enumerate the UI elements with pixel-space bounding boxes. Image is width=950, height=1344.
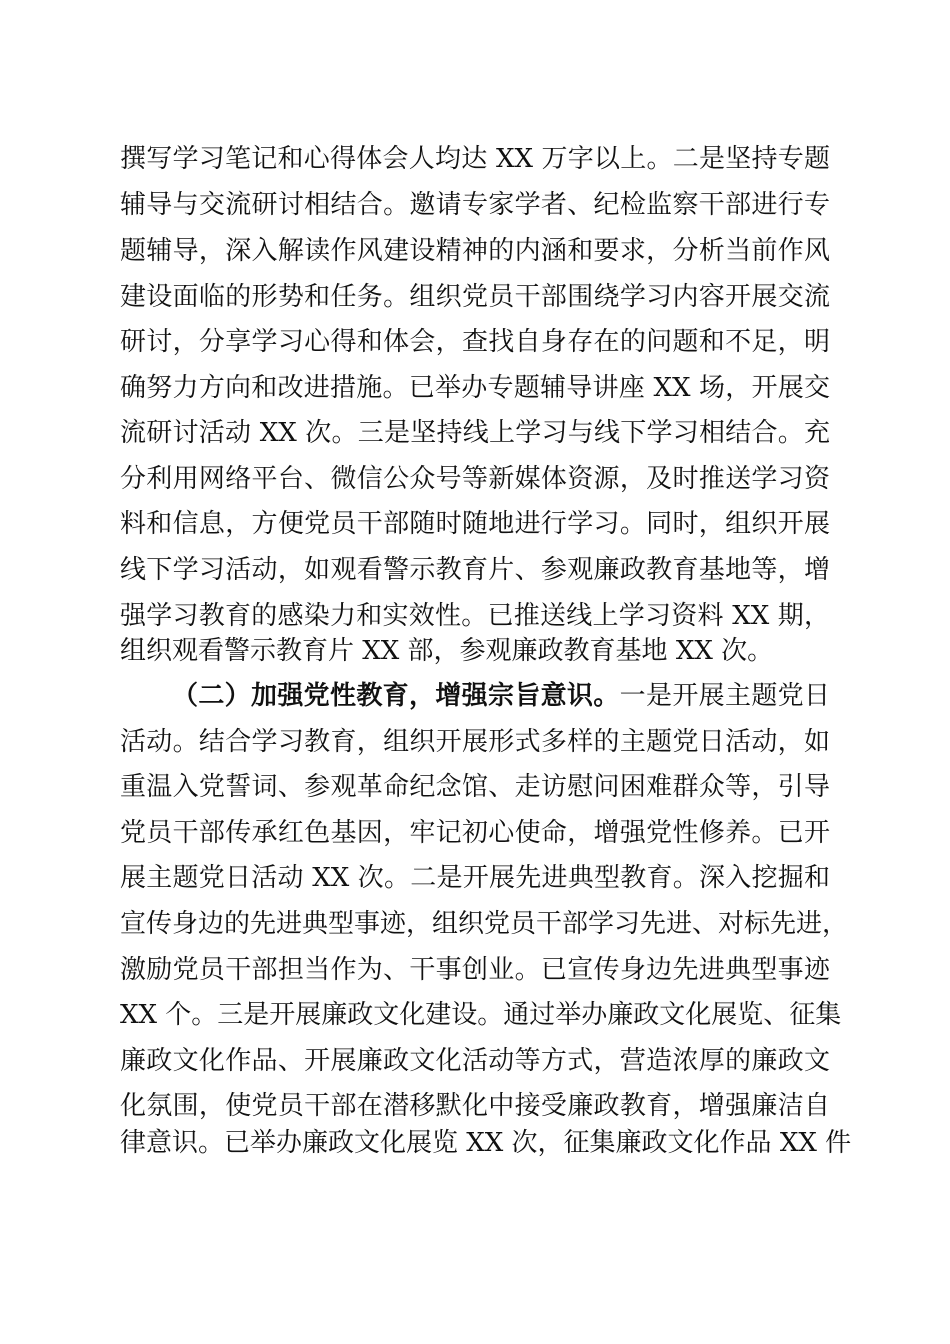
paragraph2-line-7: 激励党员干部担当作为、干事创业。已宣传身边先进典型事迹 xyxy=(120,955,830,985)
paragraph2-first-line xyxy=(172,676,830,716)
paragraph1-line-3: 题辅导，深入解读作风建设精神的内涵和要求，分析当前作风 xyxy=(120,236,830,266)
paragraph2-line-3: 重温入党誓词、参观革命纪念馆、走访慰问困难群众等，引导 xyxy=(120,772,830,802)
paragraph1-line-10: 线下学习活动，如观看警示教育片、参观廉政教育基地等，增 xyxy=(120,555,830,585)
paragraph1-line-6: 确努力方向和改进措施。已举办专题辅导讲座 XX 场，开展交 xyxy=(120,373,830,403)
paragraph1-line-1: 撰写学习笔记和心得体会人均达 XX 万字以上。二是坚持专题 xyxy=(120,144,830,174)
paragraph1-line-7: 流研讨活动 XX 次。三是坚持线上学习与线下学习相结合。充 xyxy=(120,418,830,448)
paragraph2-first-line-rest: 一是开展主题党日 xyxy=(619,681,830,711)
paragraph1-line-9: 料和信息，方便党员干部随时随地进行学习。同时，组织开展 xyxy=(120,509,830,539)
paragraph1-line-8: 分利用网络平台、微信公众号等新媒体资源，及时推送学习资 xyxy=(120,464,830,494)
paragraph1-line-5: 研讨，分享学习心得和体会，查找自身存在的问题和不足，明 xyxy=(120,327,830,357)
paragraph2-line-9: 廉政文化作品、开展廉政文化活动等方式，营造浓厚的廉政文 xyxy=(120,1046,830,1076)
paragraph1-line-12: 组织观看警示教育片 XX 部，参观廉政教育基地 XX 次。 xyxy=(120,636,774,666)
paragraph2-line-5: 展主题党日活动 XX 次。二是开展先进典型教育。深入挖掘和 xyxy=(120,863,830,893)
paragraph2-line-10: 化氛围，使党员干部在潜移默化中接受廉政教育，增强廉洁自 xyxy=(120,1091,830,1121)
paragraph2-line-11: 律意识。已举办廉政文化展览 XX 次，征集廉政文化作品 XX 件 xyxy=(120,1128,852,1158)
paragraph1-line-2: 辅导与交流研讨相结合。邀请专家学者、纪检监察干部进行专 xyxy=(120,190,830,220)
section-heading: （二）加强党性教育，增强宗旨意识。 xyxy=(172,681,620,711)
paragraph2-line-2: 活动。结合学习教育，组织开展形式多样的主题党日活动，如 xyxy=(120,727,830,757)
paragraph2-line-4: 党员干部传承红色基因，牢记初心使命，增强党性修养。已开 xyxy=(120,818,830,848)
paragraph1-line-11: 强学习教育的感染力和实效性。已推送线上学习资料 XX 期， xyxy=(120,601,830,631)
paragraph2-line-6: 宣传身边的先进典型事迹，组织党员干部学习先进、对标先进， xyxy=(120,909,849,939)
paragraph1-line-4: 建设面临的形势和任务。组织党员干部围绕学习内容开展交流 xyxy=(120,282,830,312)
paragraph2-line-8: XX 个。三是开展廉政文化建设。通过举办廉政文化展览、征集 xyxy=(120,1000,842,1030)
